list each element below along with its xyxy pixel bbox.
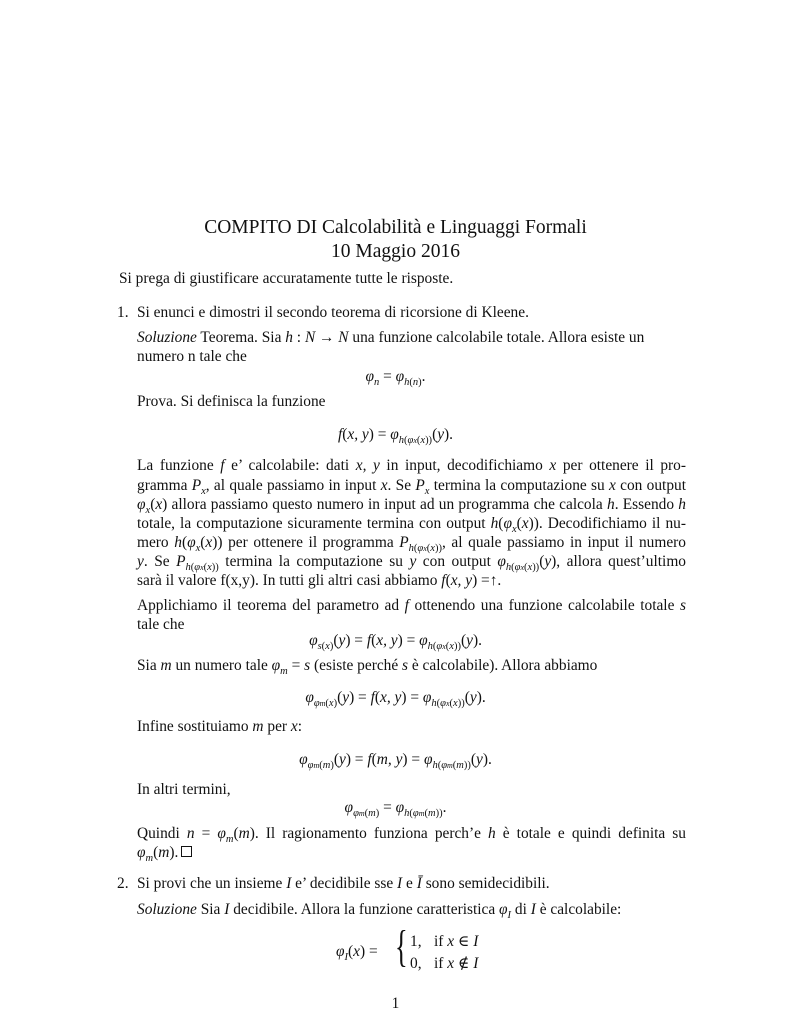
case-1-condition: if x ∈ I xyxy=(434,933,479,950)
paragraph-1-line-6: y. Se $P_{h(\varphi x(x))}$ termina la computazione su y con output $\varphi_{h(\varphi x(x))}(y)$, allora quest’ultimo xyxy=(137,553,686,574)
paragraph-1-line-1: La funzione f e’ calcolabile: dati x, y in input, decodifichiamo x per ottenere il pro- xyxy=(137,457,687,474)
problem-2-number: 2. xyxy=(117,875,129,892)
problem-1-number: 1. xyxy=(117,304,129,321)
paragraph-5: In altri termini, xyxy=(137,781,231,798)
paragraph-3: Sia m un numero tale $\varphi_m = s$ (esiste perché s è calcolabile). Allora abbiamo xyxy=(137,657,598,678)
paragraph-1-line-7: sarà il valore f(x,y). In tutti gli altri casi abbiamo f(x, y) =↑. xyxy=(137,572,502,589)
conclusion-line-1: Quindi $n = \varphi_m(m)$. Il ragionamento funziona perch’e h è totale e quindi definita su xyxy=(137,825,686,846)
instructions: Si prega di giustificare accuratamente tutte le risposte. xyxy=(119,270,454,287)
case-2-condition: if x ∉ I xyxy=(434,955,479,972)
case-1-value: 1, xyxy=(410,933,422,950)
conclusion-line-2: $\varphi_m(m)$. xyxy=(137,845,192,860)
equation-f-definition: f(x, $y) = \varphi_{h(\varphi x(x))}(y)$. xyxy=(337,426,454,447)
problem-2-solution: Soluzione Sia I decidibile. Allora la funzione caratteristica $\varphi_I$ di I è calcolabile: xyxy=(137,901,622,922)
problem-1-question: Si enunci e dimostri il secondo teorema di ricorsione di Kleene. xyxy=(137,304,529,321)
page-title: COMPITO DI Calcolabilità e Linguaggi Formali xyxy=(204,217,587,238)
brace-icon: { xyxy=(395,922,408,971)
equation-s: $\varphi_{s(x)}(y) = f(x$, $y) = \varphi_{h(\varphi x(x))}(y)$. xyxy=(309,632,482,653)
equation-fixed-point: $\varphi_n = \varphi_{h(n)}$. xyxy=(365,368,426,389)
exam-date: 10 Maggio 2016 xyxy=(331,241,460,262)
qed-square-icon xyxy=(181,846,192,857)
paragraph-1-line-2: gramma $P_x$, al quale passiamo in input x. Se $P_x$ termina la computazione su x con output xyxy=(137,477,686,498)
paragraph-2-line-2: tale che xyxy=(137,616,185,633)
equation-mm: $\varphi_{\varphi m(m)}(y) = f(m$, $y) = \varphi_{h(\varphi m(m))}(y)$. xyxy=(299,751,492,772)
paragraph-4: Infine sostituiamo m per x: xyxy=(137,718,303,735)
paragraph-1-line-5: mero $h(\varphi_x(x))$ per ottenere il programma $P_{h(\varphi x(x))}$, al quale passiamo in input il numero xyxy=(137,534,686,555)
equation-m: $\varphi_{\varphi m(x)}(y) = f(x$, $y) = \varphi_{h(\varphi x(x))}(y)$. xyxy=(305,689,486,710)
char-function-lhs: $\varphi_I(x)$ = xyxy=(336,943,378,964)
solution-label: Soluzione xyxy=(137,329,197,346)
proof-intro: Prova. Si definisca la funzione xyxy=(137,393,326,410)
paragraph-1-line-4: totale, la computazione sicuramente termina con output $h(\varphi_x(x))$. Decodifichiamo il nu- xyxy=(137,515,687,536)
problem-2-question: Si provi che un insieme I e’ decidibile sse I e Ī sono semidecidibili. xyxy=(137,875,550,892)
page-number: 1 xyxy=(391,995,400,1012)
theorem-line-1: Soluzione Teorema. Sia h : N → N una funzione calcolabile totale. Allora esiste un xyxy=(137,329,645,346)
equation-final: $\varphi_{\varphi m(m)} = \varphi_{h(\varphi m(m))}$. xyxy=(344,799,447,820)
theorem-line-2: numero n tale che xyxy=(137,348,247,365)
case-2-value: 0, xyxy=(410,955,422,972)
paragraph-2-line-1: Applichiamo il teorema del parametro ad f ottenendo una funzione calcolabile totale s xyxy=(137,597,686,614)
solution-label-2: Soluzione xyxy=(137,901,197,918)
paragraph-1-line-3: $\varphi_x(x)$ allora passiamo questo numero in input ad un programma che calcola h. Essendo h xyxy=(137,496,686,517)
